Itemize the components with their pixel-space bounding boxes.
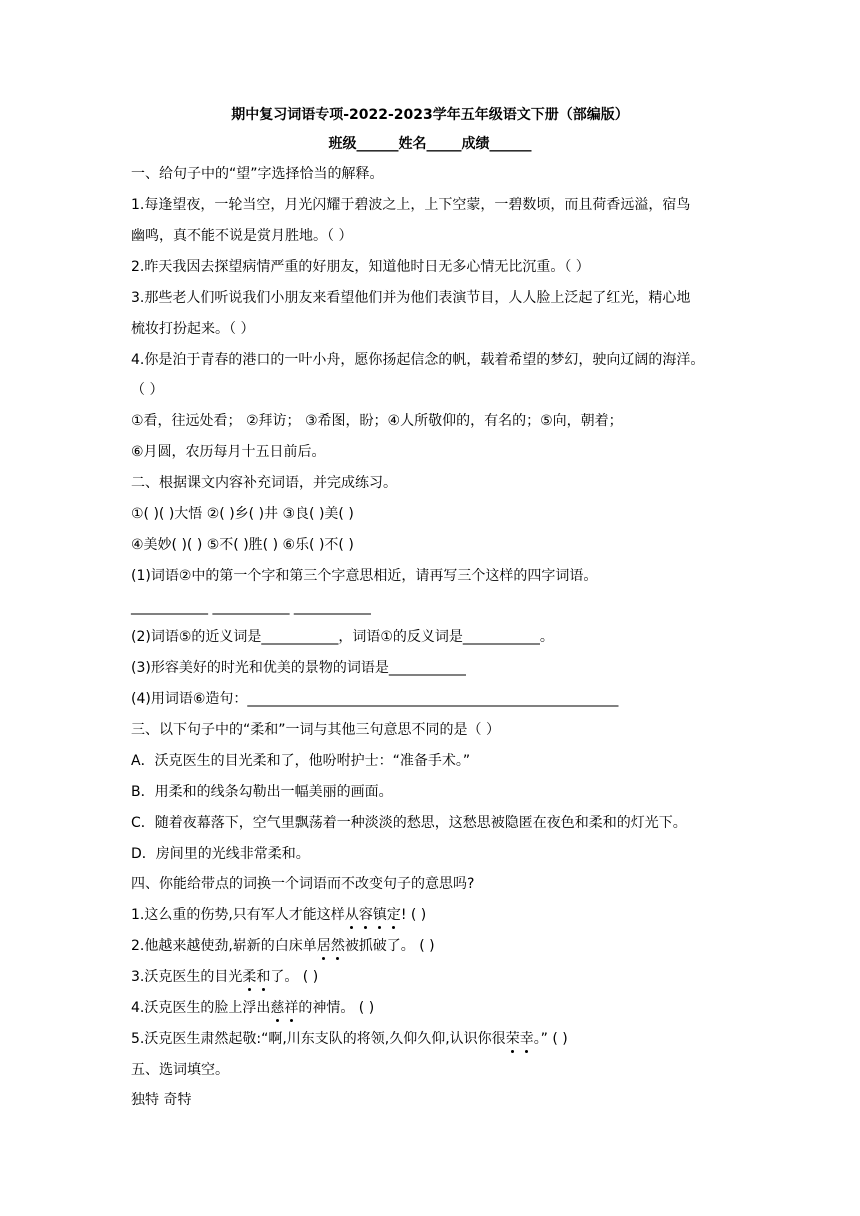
dotted-char: 居	[316, 938, 331, 954]
q4-item-2	[131, 936, 435, 956]
q1-item-4-line-2: （ ）	[131, 382, 164, 398]
q2-idiom-row-1: ①( )( )大悟 ②( )乡( )井 ③良( )美( )	[131, 506, 354, 522]
q4-item-3-text: 3.沃克医生的目光	[131, 969, 243, 985]
q3-option-b: B．用柔和的线条勾勒出一幅美丽的画面。	[131, 784, 393, 800]
dotted-char: 柔	[242, 969, 257, 985]
q4-item-4-text: 4.沃克医生的脸上浮出	[131, 1000, 271, 1016]
q4-item-3-tail: 了。 ( )	[270, 969, 319, 985]
q1-options-line-2: ⑥月圆，农历每月十五日前后。	[131, 444, 326, 460]
student-info-line: 班级______姓名_____成绩______	[328, 136, 532, 152]
q1-options-line-1: ①看，往远处看； ②拜访； ③希图，盼；④人所敬仰的，有名的；⑤向，朝着；	[131, 413, 623, 429]
q4-item-1-text: 1.这么重的伤势,只有军人才能这样	[131, 907, 345, 923]
q5-word-choices: 独特 奇特	[131, 1092, 192, 1108]
q4-item-5-text: 5.沃克医生肃然起敬:“啊,川东支队的将领,久仰久仰,认识你很	[131, 1031, 506, 1047]
q4-item-5-tail: 。” ( )	[533, 1031, 568, 1047]
dotted-char: 祥	[284, 1000, 299, 1016]
dotted-char: 容	[358, 907, 373, 923]
section-5-heading: 五、选词填空。	[131, 1062, 229, 1078]
q1-item-4-line-1: 4.你是泊于青春的港口的一叶小舟，愿你扬起信念的帆，载着希望的梦幻，驶向辽阔的海洋。	[131, 352, 705, 368]
dotted-char: 定	[386, 907, 401, 923]
q1-item-3-line-1: 3.那些老人们听说我们小朋友来看望他们并为他们表演节目，人人脸上泛起了红光，精心地	[131, 290, 691, 306]
q1-item-2: 2.昨天我因去探望病情严重的好朋友，知道他时日无多心情无比沉重。（ ）	[131, 259, 590, 275]
q1-item-3-line-2: 梳妆打扮起来。（ ）	[131, 321, 255, 337]
q4-item-1-tail: ! ( )	[400, 907, 427, 923]
section-3-heading: 三、以下句子中的“柔和”一词与其他三句意思不同的是（ ）	[131, 722, 500, 738]
q1-item-1-line-2: 幽鸣，真不能不说是赏月胜地。（ ）	[131, 228, 353, 244]
dotted-char: 荣	[505, 1031, 520, 1047]
dotted-char: 和	[256, 969, 271, 985]
q2-part-1: (1)词语②中的第一个字和第三个字意思相近，请再写三个这样的四字词语。	[131, 568, 598, 584]
section-4-heading: 四、你能给带点的词换一个词语而不改变句子的意思吗?	[131, 876, 475, 892]
dotted-char: 从	[344, 907, 359, 923]
dotted-char: 然	[330, 938, 345, 954]
q4-item-5	[131, 1029, 568, 1049]
section-1-heading: 一、给句子中的“望”字选择恰当的解释。	[131, 166, 384, 182]
dotted-char: 慈	[270, 1000, 285, 1016]
q4-item-4	[131, 998, 374, 1018]
dotted-char: 镇	[372, 907, 387, 923]
q3-option-a: A．沃克医生的目光柔和了，他吩咐护士：“准备手术。”	[131, 753, 471, 769]
q2-part-2: (2)词语⑤的近义词是___________，词语①的反义词是___________。	[131, 629, 554, 645]
q4-item-3	[131, 967, 318, 987]
q2-part-1-blanks: ___________ ___________ ___________	[131, 599, 371, 615]
dotted-char: 幸	[519, 1031, 534, 1047]
section-2-heading: 二、根据课文内容补充词语，并完成练习。	[131, 475, 397, 491]
q3-option-c: C．随着夜幕落下，空气里飘荡着一种淡淡的愁思，这愁思被隐匿在夜色和柔和的灯光下。	[131, 815, 687, 831]
q4-item-2-text: 2.他越来越使劲,崭新的白床单	[131, 938, 317, 954]
q2-idiom-row-2: ④美妙( )( ) ⑤不( )胜( ) ⑥乐( )不( )	[131, 537, 354, 553]
q2-part-3: (3)形容美好的时光和优美的景物的词语是___________	[131, 660, 466, 676]
q4-item-4-tail: 的神情。 ( )	[298, 1000, 375, 1016]
q2-part-4: (4)用词语⑥造句：_____________________________________________________	[131, 691, 619, 707]
q4-item-1	[131, 905, 426, 925]
q3-option-d: D．房间里的光线非常柔和。	[131, 846, 310, 862]
q1-item-1-line-1: 1.每逢望夜，一轮当空，月光闪耀于碧波之上，上下空蒙，一碧数顷，而且荷香远溢，宿鸟	[131, 197, 691, 213]
q4-item-2-tail: 被抓破了。 ( )	[344, 938, 435, 954]
page-title: 期中复习词语专项-2022-2023学年五年级语文下册（部编版）	[231, 107, 629, 123]
